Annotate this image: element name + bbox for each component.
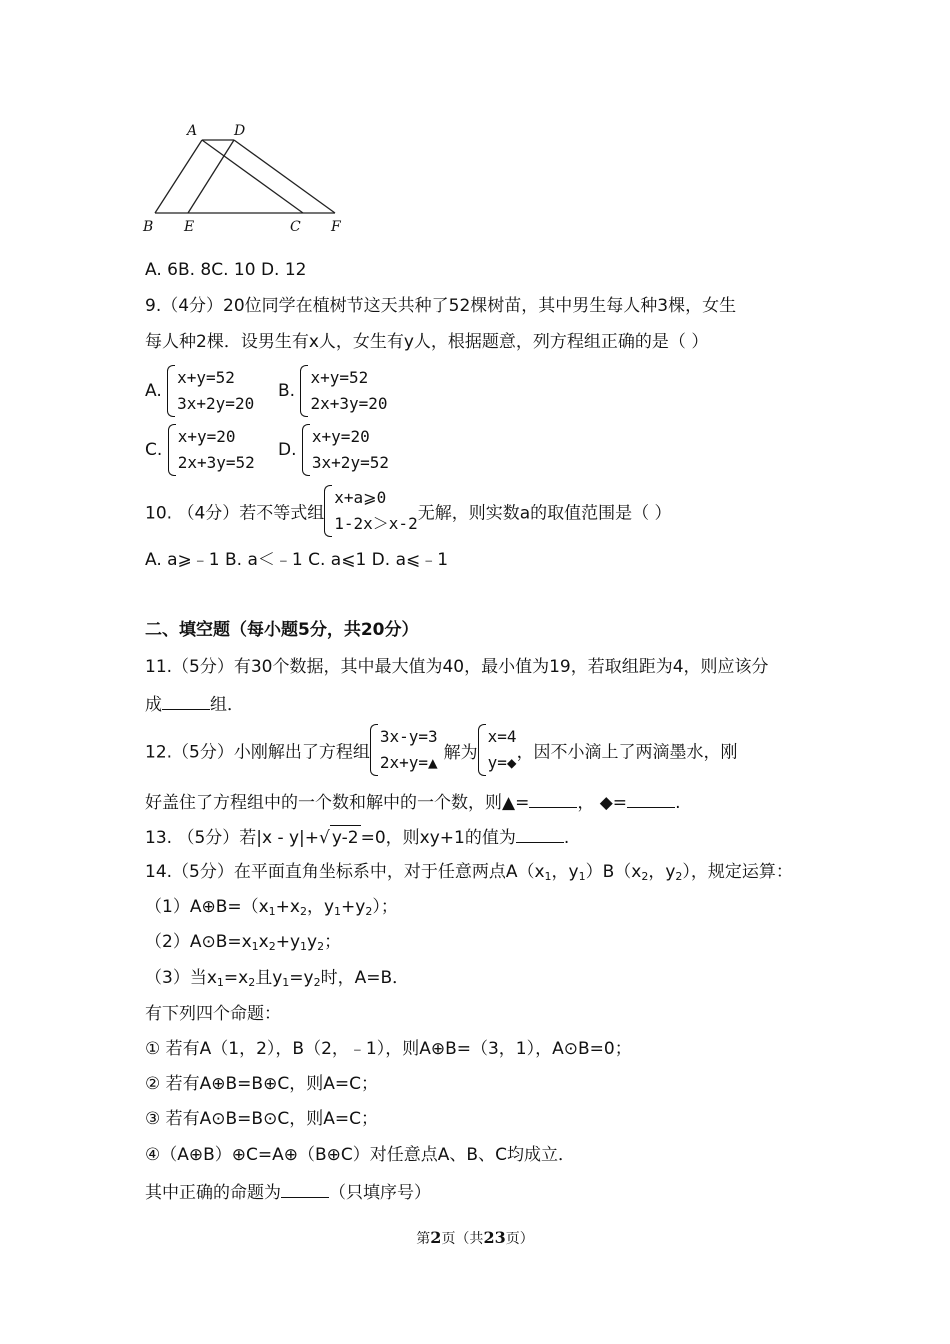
q9-option-c[interactable]: C. x+y=20 2x+3y=52	[145, 424, 255, 476]
q13-answer-blank[interactable]	[516, 824, 564, 843]
q14-intro: 有下列四个命题：	[145, 1004, 281, 1024]
q12-triangle-blank[interactable]	[529, 789, 577, 808]
q14-proposition-4: ④（A⊕B）⊕C=A⊕（B⊕C）对任意点A、B、C均成立．	[145, 1145, 575, 1165]
q9-option-b-system: x+y=52 2x+3y=20	[300, 365, 387, 417]
label-D: D	[234, 123, 246, 139]
q14-stem: 14.（5分）在平面直角坐标系中，对于任意两点$A(x_1$，$y_1)B(x_2$，$y_2$），规定运算：	[145, 862, 793, 883]
q11-line2: 成 组．	[145, 691, 244, 717]
q14-rule1: $(1)A\oplus B=(x_1+x_2$，$y_1+y_2$）；	[145, 897, 398, 918]
q10-options: A. a⩾﹣1 B. a＜﹣1 C. a⩽1 D. a⩽﹣1	[145, 550, 449, 570]
q9-stem-line2: 每人种2棵．设男生有x人，女生有y人，根据题意，列方程组正确的是（ ）	[145, 332, 709, 352]
q14-proposition-1: ① 若有A（1，2），B（2，﹣1），则A⊕B=（3，1），A⊙B=0；	[145, 1039, 632, 1059]
label-B: B	[143, 219, 154, 235]
q12-stem: 12.（5分）小刚解出了方程组 3x-y=3 2x+y=▲ 解为 x=4 y=◆ ，因不小滴上了两滴墨水，刚	[145, 724, 738, 776]
label-C: C	[290, 219, 301, 235]
sqrt-icon: √	[319, 828, 330, 848]
q9-option-a-system: x+y=52 3x+2y=20	[167, 365, 254, 417]
q10-inequality-system: x+a⩾0 1-2x＞x-2	[324, 485, 417, 537]
page-total: 23	[483, 1228, 506, 1247]
q12-solution-system: x=4 y=◆	[478, 724, 517, 776]
page-number: 2	[430, 1228, 442, 1247]
label-A: A	[187, 123, 198, 139]
q9-option-a[interactable]: A. x+y=52 3x+2y=20	[145, 365, 254, 417]
q12-diamond-blank[interactable]	[627, 789, 675, 808]
label-F: F	[331, 219, 341, 235]
section2-title: 二、填空题（每小题5分，共20分）	[145, 620, 419, 640]
q14-proposition-2: ② 若有A⊕B=B⊕C，则A=C；	[145, 1074, 378, 1094]
q12-equation-system: 3x-y=3 2x+y=▲	[370, 724, 438, 776]
page-footer: 第2页（共23页）	[416, 1228, 534, 1247]
q9-option-d[interactable]: D. x+y=20 3x+2y=52	[278, 424, 389, 476]
q14-answer-line: 其中正确的命题为 （只填序号）	[145, 1179, 431, 1205]
q8-options: A. 6B. 8C. 10 D. 12	[145, 260, 307, 280]
q14-proposition-3: ③ 若有A⊙B=B⊙C，则A=C；	[145, 1109, 378, 1129]
geometry-figure	[140, 118, 355, 240]
q9-stem-line1: 9.（4分）20位同学在植树节这天共种了52棵树苗，其中男生每人种3棵，女生	[145, 296, 737, 316]
q9-option-b[interactable]: B. x+y=52 2x+3y=20	[278, 365, 388, 417]
q10-stem: 10. （4分）若不等式组 x+a⩾0 1-2x＞x-2 无解，则实数a的取值范围是（ ）	[145, 485, 672, 537]
q14-rule2: $(2)A⊙B=x_1x_2+y_1y_2$；	[145, 932, 342, 953]
label-E: E	[184, 219, 195, 235]
q11-answer-blank[interactable]	[162, 691, 210, 710]
q13-stem: 13. （5分）若|x - y|+√ y-2 =0，则xy+1的值为 .	[145, 824, 569, 850]
q12-line2: 好盖住了方程组中的一个数和解中的一个数，则▲= ， ◆= .	[145, 789, 680, 815]
q9-option-c-system: x+y=20 2x+3y=52	[168, 424, 255, 476]
segment-AC	[202, 140, 303, 213]
q9-option-d-system: x+y=20 3x+2y=52	[302, 424, 389, 476]
q14-rule3: （3）当$x_1=x_2$且$y_1=y_2$时，A=B．	[145, 968, 410, 989]
q14-answer-blank[interactable]	[281, 1179, 329, 1198]
q11-line1: 11.（5分）有30个数据，其中最大值为40，最小值为19，若取组距为4，则应该分	[145, 657, 769, 677]
segment-DF	[234, 140, 335, 213]
